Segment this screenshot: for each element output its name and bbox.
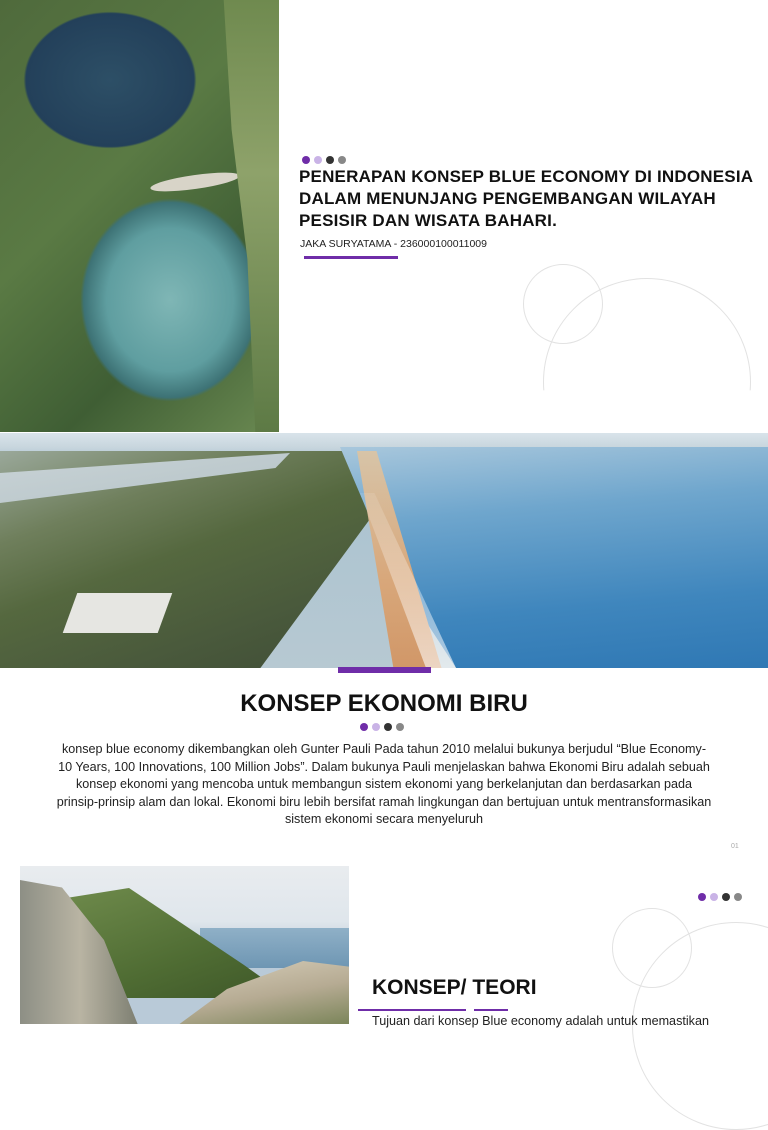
dot-lavender xyxy=(314,156,322,164)
title-underline xyxy=(304,256,398,259)
section-title: KONSEP EKONOMI BIRU xyxy=(240,690,528,717)
dot-gray xyxy=(338,156,346,164)
title-accent-bar xyxy=(338,667,431,673)
dot-dark xyxy=(722,893,730,901)
title-underline xyxy=(358,1009,466,1011)
page-number: 01 xyxy=(731,843,739,850)
title-underline-short xyxy=(474,1009,508,1011)
section-body-text: konsep blue economy dikembangkan oleh Gunter Pauli Pada tahun 2010 melalui bukunya berjudul “Blue Economy-10 Years, 100 Innovations, 100 Million Jobs”. Dalam bukunya Pauli menjelaskan bahwa Ekonomi Biru adalah sebuah konsep ekonomi yang mencoba untuk membangun sistem ekonomi yang berkelanjutan dan berdasarkan pada prinsip-prinsip alam dan lokal. Ekonomi biru lebih bersifat ramah lingkungan dan bertujuan untuk mentransformasikan sistem ekonomi secara menyeluruh xyxy=(56,742,712,827)
section-title: KONSEP/ TEORI xyxy=(372,976,537,999)
slide-dots xyxy=(360,723,404,731)
building xyxy=(63,593,173,633)
dot-purple xyxy=(360,723,368,731)
slide-dots xyxy=(698,893,742,901)
dot-gray xyxy=(734,893,742,901)
dot-lavender xyxy=(710,893,718,901)
section-body-text: Tujuan dari konsep Blue economy adalah untuk memastikan xyxy=(372,1014,709,1028)
bridge-road xyxy=(149,169,240,195)
slide-title: PENERAPAN KONSEP BLUE ECONOMY DI INDONESIA DALAM MENUNJANG PENGEMBANGAN WILAYAH PESISIR DAN WISATA BAHARI. xyxy=(299,167,753,230)
coastline-aerial-photo xyxy=(0,433,768,668)
dot-dark xyxy=(326,156,334,164)
slide-dots xyxy=(302,156,346,164)
aerial-lake-photo xyxy=(0,0,279,432)
dot-purple xyxy=(698,893,706,901)
dot-lavender xyxy=(372,723,380,731)
cliff-coast-photo xyxy=(20,866,349,1024)
dot-gray xyxy=(396,723,404,731)
dot-purple xyxy=(302,156,310,164)
author-line: JAKA SURYATAMA - 236000100011009 xyxy=(300,238,487,250)
shore-fields xyxy=(200,0,279,432)
dot-dark xyxy=(384,723,392,731)
